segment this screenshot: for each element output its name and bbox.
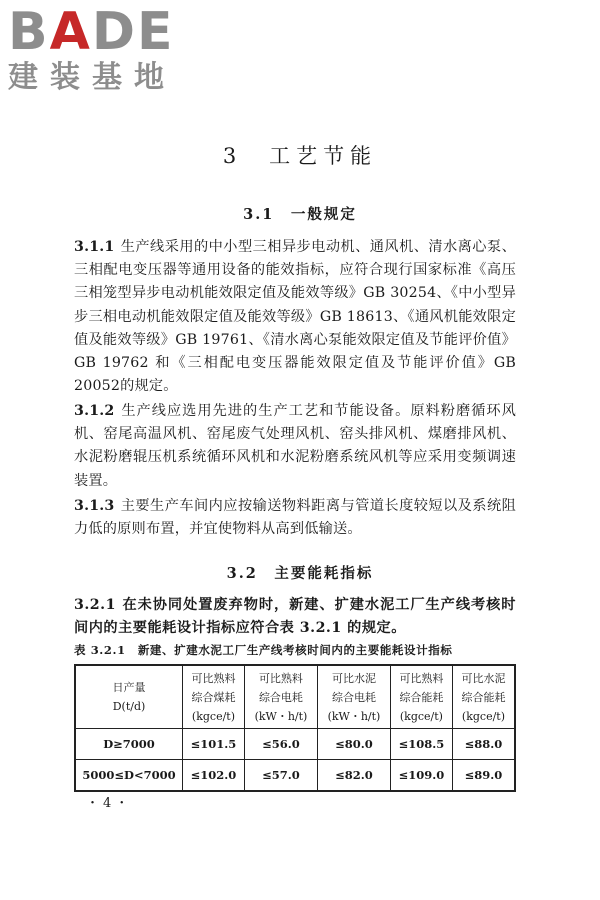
table-cell: 5000≤D<7000 bbox=[75, 760, 183, 792]
clause-number: 3.1.3 bbox=[74, 498, 115, 514]
paragraph-3-1-1 bbox=[74, 236, 516, 398]
clause-text: 在未协同处置废弃物时，新建、扩建水泥工厂生产线考核时间内的主要能耗设计指标应符合表 3.2.1 的规定。 bbox=[74, 597, 516, 637]
table-cell: ≤102.0 bbox=[183, 760, 245, 792]
clause-number: 3.2.1 bbox=[74, 597, 116, 613]
section-title-3-1: 3.1 一般规定 bbox=[243, 206, 357, 223]
table-caption: 表 3.2.1 新建、扩建水泥工厂生产线考核时间内的主要能耗设计指标 bbox=[74, 643, 453, 657]
table-cell: ≤109.0 bbox=[390, 760, 452, 792]
clause-text: 生产线应选用先进的生产工艺和节能设备。原料粉磨循环风机、窑尾高温风机、窑尾废气处理风机、窑头排风机、煤磨排风机、水泥粉磨辊压机系统循环风机和水泥粉磨系统风机等应采用变频调速装置。 bbox=[74, 403, 516, 489]
table-row bbox=[75, 729, 515, 760]
logo-chinese-text: 建装基地 bbox=[8, 60, 176, 95]
clause-text: 生产线采用的中小型三相异步电动机、通风机、清水离心泵、三相配电变压器等通用设备的能效指标，应符合现行国家标准《高压三相笼型异步电动机能效限定值及能效等级》GB 30254、《中小型异步三相电动机能效限定值及能效等级》GB 18613、《通风机能效限定值及能效等级》GB 19761、《清水离心泵能效限定值及节能评价值》GB 19762 和《三相配电变压器能效限定值及节能评价值》GB 20052的规定。 bbox=[74, 239, 516, 395]
clause-text: 主要生产车间内应按输送物料距离与管道长度较短以及系统阻力低的原则布置，并宜使物料从高到低输送。 bbox=[74, 498, 516, 538]
paragraph-3-1-2 bbox=[74, 400, 516, 493]
header-daily-output: 日产量 D(t/d) bbox=[75, 665, 183, 729]
header-clinker-coal: 可比熟料 综合煤耗 (kgce/t) bbox=[183, 665, 245, 729]
clause-number: 3.1.2 bbox=[74, 403, 115, 419]
paragraph-3-2-1 bbox=[74, 594, 516, 640]
table-cell: D≥7000 bbox=[75, 729, 183, 760]
table-header-row bbox=[75, 665, 515, 729]
table-cell: ≤57.0 bbox=[244, 760, 317, 792]
table-cell: ≤89.0 bbox=[452, 760, 515, 792]
header-cement-energy: 可比水泥 综合能耗 (kgce/t) bbox=[452, 665, 515, 729]
logo bbox=[8, 2, 176, 96]
logo-wordmark: BADE bbox=[8, 2, 175, 62]
table-cell: ≤80.0 bbox=[317, 729, 390, 760]
chapter-title: 3 工艺节能 bbox=[222, 144, 378, 168]
energy-indicator-table bbox=[74, 664, 516, 792]
table-cell: ≤56.0 bbox=[244, 729, 317, 760]
table-cell: ≤108.5 bbox=[390, 729, 452, 760]
table-cell: ≤101.5 bbox=[183, 729, 245, 760]
table-cell: ≤82.0 bbox=[317, 760, 390, 792]
header-clinker-power: 可比熟料 综合电耗 (kW・h/t) bbox=[244, 665, 317, 729]
clause-number: 3.1.1 bbox=[74, 239, 115, 255]
section-title-3-2: 3.2 主要能耗指标 bbox=[226, 565, 374, 582]
header-cement-power: 可比水泥 综合电耗 (kW・h/t) bbox=[317, 665, 390, 729]
table-cell: ≤88.0 bbox=[452, 729, 515, 760]
table-row bbox=[75, 760, 515, 792]
header-clinker-energy: 可比熟料 综合能耗 (kgce/t) bbox=[390, 665, 452, 729]
paragraph-3-1-3 bbox=[74, 495, 516, 541]
page-number: ・4・ bbox=[86, 796, 133, 811]
